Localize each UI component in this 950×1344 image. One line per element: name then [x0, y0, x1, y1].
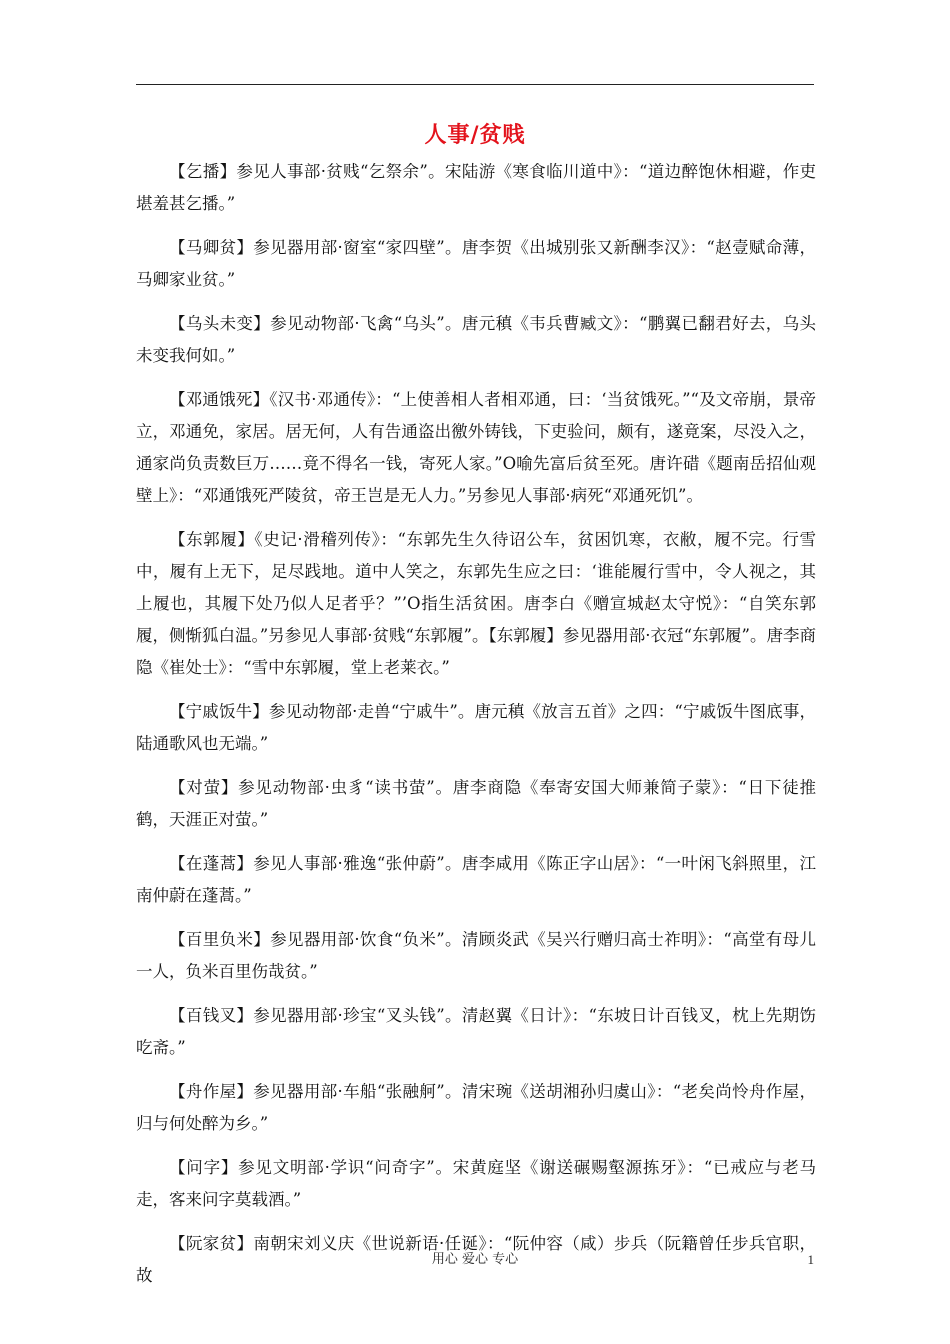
entry-paragraph: 【东郭履】《史记·滑稽列传》：“东郭先生久待诏公车，贫困饥寒，衣敝，履不完。行雪中，履有上无下，足尽践地。道中人笑之，东郭先生应之曰：‘谁能履行雪中，令人视之，其上履也，其履下处乃似人足者乎？”’O指生活贫困。唐李白《赠宣城赵太守悦》：“自笑东郭履，侧惭狐白温。”另参见人事部·贫贱“东郭履”。【东郭履】参见器用部·衣冠“东郭履”。唐李商隐《崔处士》：“雪中东郭履，堂上老莱衣。” — [136, 530, 816, 677]
entry-paragraph: 【乌头未变】参见动物部·飞禽“乌头”。唐元稹《韦兵曹臧文》：“鹏翼已翻君好去，乌头未变我何如。” — [136, 314, 816, 365]
entry-paragraph: 【百钱叉】参见器用部·珍宝“叉头钱”。清赵翼《日计》：“东坡日计百钱叉，枕上先期饬吃斋。” — [136, 1006, 816, 1057]
entry-paragraph: 【在蓬蒿】参见人事部·雅逸“张仲蔚”。唐李咸用《陈正字山居》：“一叶闲飞斜照里，江南仲蔚在蓬蒿。” — [136, 854, 816, 905]
entry-list — [136, 156, 816, 1304]
page-title: 人事/贫贱 — [424, 122, 526, 148]
entry-paragraph: 【对萤】参见动物部·虫豸“读书萤”。唐李商隐《奉寄安国大师兼简子蒙》：“日下徒推鹤，天涯正对萤。” — [136, 778, 816, 829]
entry-paragraph: 【百里负米】参见器用部·饮食“负米”。清顾炎武《吴兴行赠归高士祚明》：“高堂有母儿一人，负米百里伤哉贫。” — [136, 930, 816, 981]
entry-paragraph: 【邓通饿死】《汉书·邓通传》：“上使善相人者相邓通，曰：‘当贫饿死。”“及文帝崩，景帝立，邓通免，家居。居无何，人有告通盗出徼外铸钱，下吏验问，颇有，遂竟案，尽没入之，通家尚负责数巨万……竟不得名一钱，寄死人家。”O喻先富后贫至死。唐许碏《题南岳招仙观壁上》：“邓通饿死严陵贫，帝王岂是无人力。”另参见人事部·病死“邓通死饥”。 — [136, 390, 816, 505]
page-number: 1 — [807, 1252, 814, 1267]
entry-paragraph: 【乞播】参见人事部·贫贱“乞祭余”。宋陆游《寒食临川道中》：“道边醉饱休相避，作吏堪羞甚乞播。” — [136, 162, 816, 213]
entry-paragraph: 【马卿贫】参见器用部·窗室“家四壁”。唐李贺《出城别张又新酬李汉》：“赵壹赋命薄，马卿家业贫。” — [136, 238, 816, 289]
entry-paragraph: 【舟作屋】参见器用部·车船“张融舸”。清宋琬《送胡湘孙归虞山》：“老矣尚怜舟作屋，归与何处醉为乡。” — [136, 1082, 816, 1133]
entry-paragraph: 【阮家贫】南朝宋刘义庆《世说新语·任诞》：“阮仲容（咸）步兵（阮籍曾任步兵官职，故 — [136, 1234, 816, 1285]
footer-motto: 用心 爱心 专心 — [431, 1252, 519, 1267]
entry-paragraph: 【问字】参见文明部·学识“问奇字”。宋黄庭坚《谢送碾赐壑源拣牙》：“已戒应与老马走，客来问字莫载酒。” — [136, 1158, 816, 1209]
entry-paragraph: 【宁戚饭牛】参见动物部·走兽“宁戚牛”。唐元稹《放言五首》之四：“宁戚饭牛图底事，陆通歌风也无端。” — [136, 702, 816, 753]
header-rule — [136, 84, 814, 85]
